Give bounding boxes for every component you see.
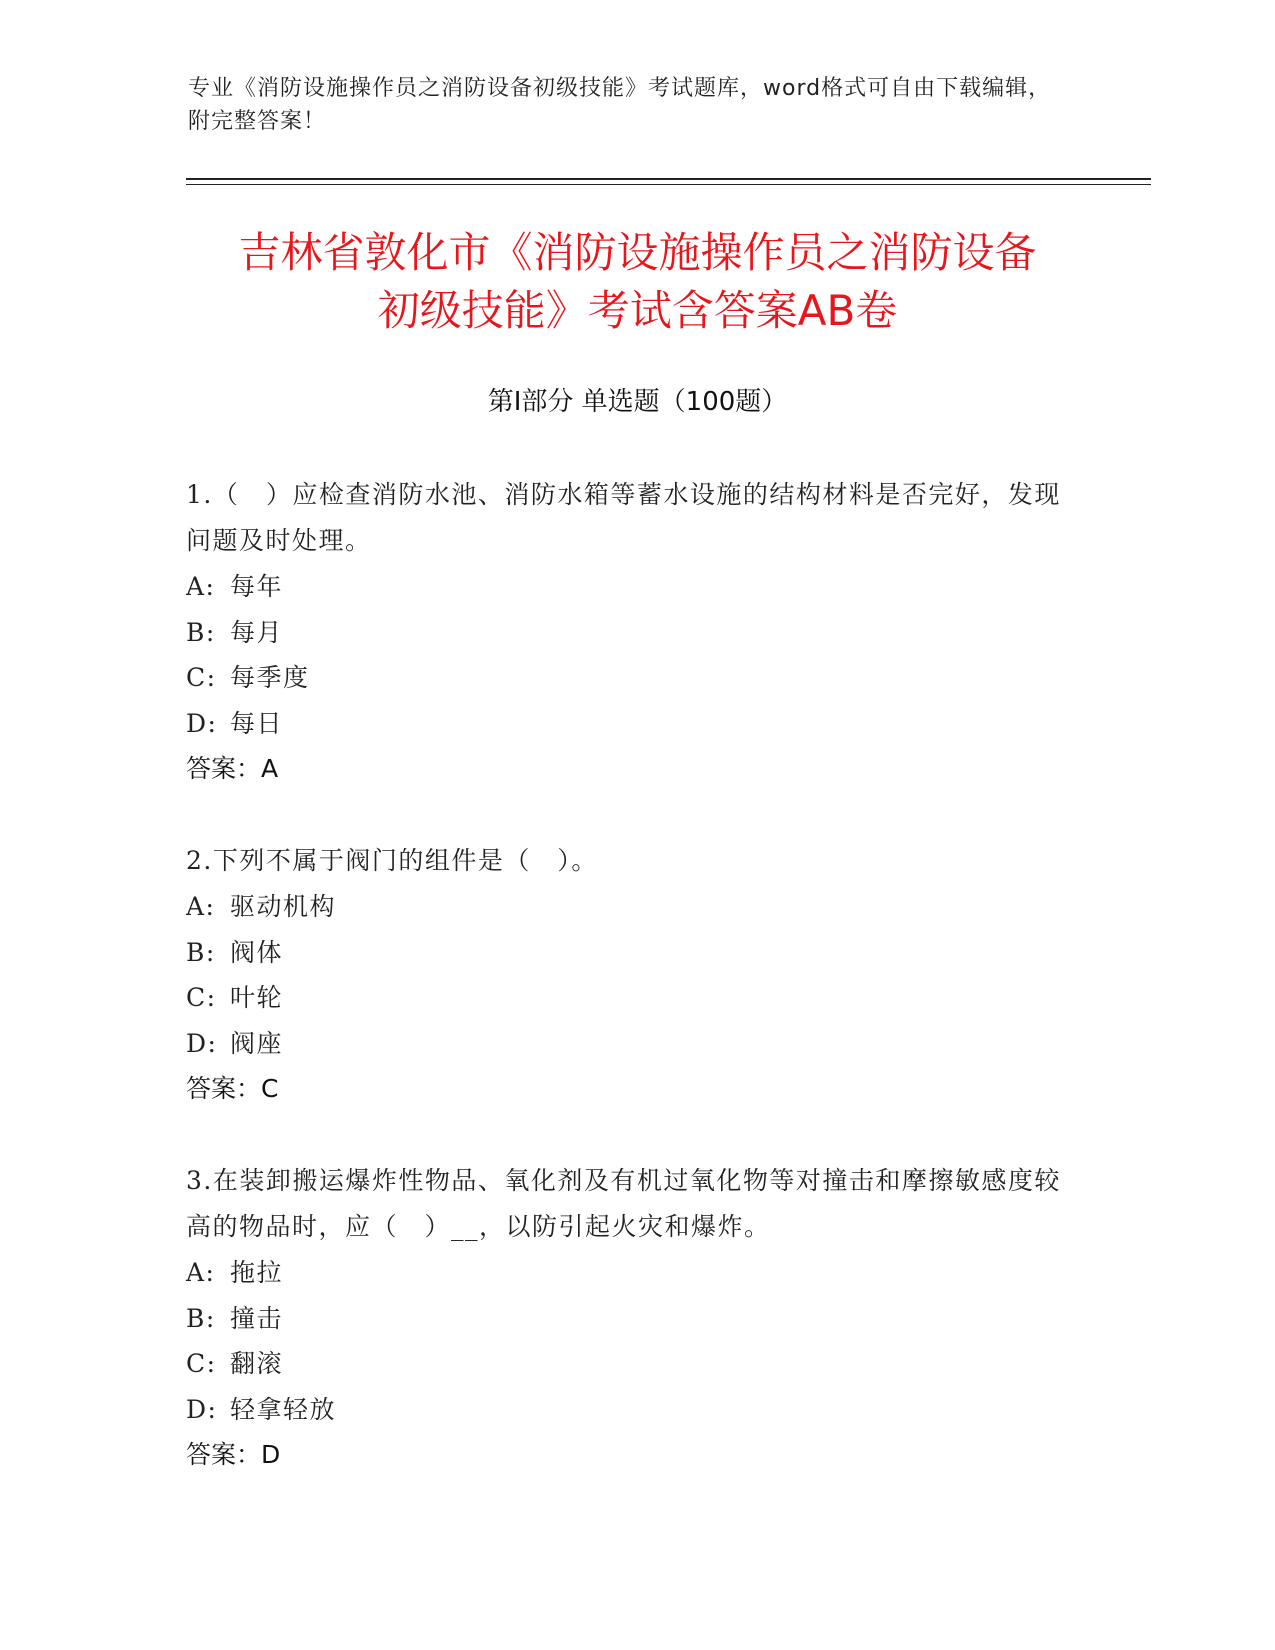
- section-title: 第I部分 单选题（100题）: [487, 387, 788, 417]
- document-title-line-2: 初级技能》考试含答案AB卷: [377, 286, 898, 335]
- option-text: 每年: [230, 572, 284, 601]
- option-text: 每日: [230, 708, 284, 738]
- option-d: [186, 1387, 1066, 1433]
- option-text: 撞击: [230, 1303, 284, 1333]
- option-c: [186, 1341, 1066, 1387]
- option-b: [186, 1296, 1066, 1342]
- question-2: [186, 838, 1066, 1112]
- option-b: [186, 610, 1066, 656]
- answer-line: 答案：A: [186, 754, 279, 783]
- option-text: 每季度: [230, 663, 310, 692]
- option-key: D:: [186, 1028, 218, 1058]
- option-key: A:: [186, 1258, 216, 1287]
- option-text: 翻滚: [230, 1349, 284, 1378]
- document-title-line-1: 吉林省敦化市《消防设施操作员之消防设备: [238, 228, 1037, 277]
- option-text: 轻拿轻放: [230, 1394, 337, 1424]
- answer-line: 答案：D: [186, 1440, 281, 1469]
- option-text: 叶轮: [230, 983, 284, 1012]
- header-note: 专业《消防设施操作员之消防设备初级技能》考试题库，word格式可自由下载编辑，附完整答案！: [188, 76, 1052, 134]
- option-key: D:: [186, 708, 218, 738]
- question-3: [186, 1158, 1066, 1478]
- question-list: [186, 472, 1066, 1524]
- question-stem: 2.下列不属于阀门的组件是（ ）。: [186, 846, 598, 875]
- option-text: 驱动机构: [230, 892, 337, 921]
- answer-line: 答案：C: [186, 1074, 279, 1103]
- option-a: [186, 1250, 1066, 1296]
- option-text: 阀座: [230, 1028, 284, 1058]
- header-divider-thick: [186, 178, 1151, 180]
- option-text: 每月: [230, 617, 284, 647]
- option-d: [186, 701, 1066, 747]
- option-d: [186, 1021, 1066, 1067]
- option-text: 阀体: [230, 937, 284, 967]
- option-key: C:: [186, 663, 217, 692]
- option-a: [186, 884, 1066, 930]
- option-key: B:: [186, 1303, 216, 1333]
- question-stem: 3.在装卸搬运爆炸性物品、氧化剂及有机过氧化物等对撞击和摩擦敏感度较高的物品时，应（ ）__，以防引起火灾和爆炸。: [186, 1166, 1061, 1241]
- header-divider-thin: [186, 184, 1151, 185]
- option-a: [186, 564, 1066, 610]
- option-key: B:: [186, 937, 216, 967]
- option-key: C:: [186, 1349, 217, 1378]
- option-c: [186, 655, 1066, 701]
- option-key: A:: [186, 892, 216, 921]
- option-b: [186, 930, 1066, 976]
- document-title: [140, 224, 1135, 340]
- option-key: A:: [186, 572, 216, 601]
- question-stem: 1.（ ）应检查消防水池、消防水箱等蓄水设施的结构材料是否完好，发现问题及时处理。: [186, 480, 1061, 555]
- option-key: D:: [186, 1394, 218, 1424]
- option-c: [186, 975, 1066, 1021]
- option-text: 拖拉: [230, 1258, 284, 1287]
- option-key: C:: [186, 983, 217, 1012]
- question-1: [186, 472, 1066, 792]
- option-key: B:: [186, 617, 216, 647]
